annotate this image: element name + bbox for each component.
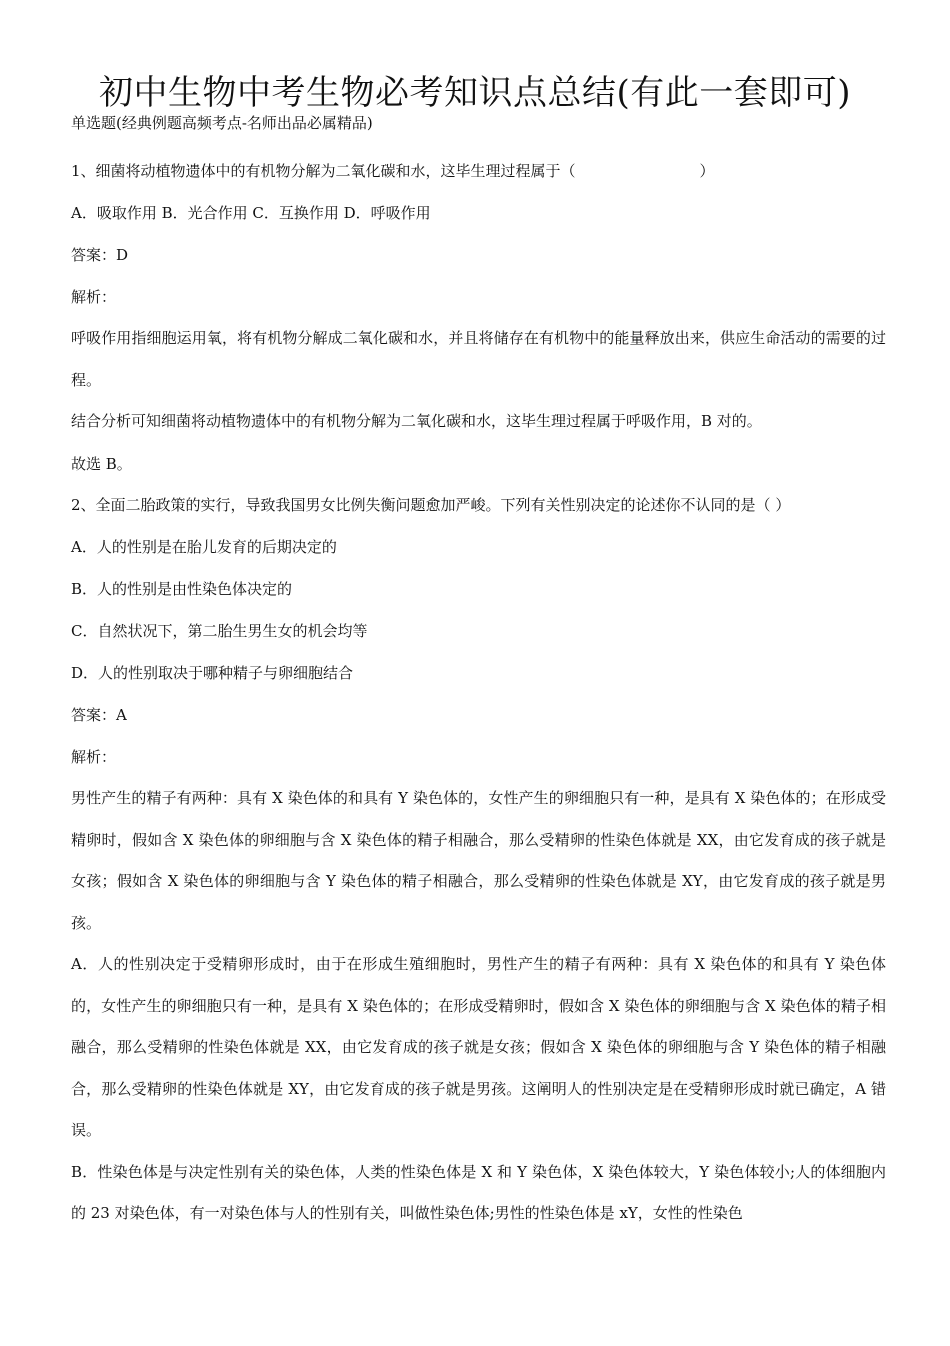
question-2-analysis-paragraph: 男性产生的精子有两种：具有 X 染色体的和具有 Y 染色体的，女性产生的卵细胞只有一种，是具有 X 染色体的；在形成受精卵时，假如含 X 染色体的卵细胞与含 X 染色体的精子相融合，那么受精卵的性染色体就是 XX，由它发育成的孩子就是女孩；假如含 X 染色体的卵细胞与含 Y 染色体的精子相融合，那么受精卵的性染色体就是 XY，由它发育成的孩子就是男孩。 xyxy=(71,789,886,932)
question-2-analysis-paragraph: A．人的性别决定于受精卵形成时，由于在形成生殖细胞时，男性产生的精子有两种：具有 X 染色体的和具有 Y 染色体的，女性产生的卵细胞只有一种，是具有 X 染色体的；在形成受精卵时，假如含 X 染色体的卵细胞与含 X 染色体的精子相融合，那么受精卵的性染色体就是 XX，由它发育成的孩子就是女孩；假如含 X 染色体的卵细胞与含 Y 染色体的精子相融合，那么受精卵的性染色体就是 XY，由它发育成的孩子就是男孩。这阐明人的性别决定是在受精卵形成时就已确定，A 错误。 xyxy=(71,955,886,1139)
document-subtitle: 单选题(经典例题高频考点-名师出品必属精品) xyxy=(71,114,373,132)
question-2-analysis-paragraph: B．性染色体是与决定性别有关的染色体，人类的性染色体是 X 和 Y 染色体，X 染色体较大，Y 染色体较小;人的体细胞内的 23 对染色体，有一对染色体与人的性别有关，叫做性染色体;男性的性染色体是 xY，女性的性染色 xyxy=(71,1162,886,1222)
question-1-analysis-paragraph: 结合分析可知细菌将动植物遗体中的有机物分解为二氧化碳和水，这毕生理过程属于呼吸作用，B 对的。 xyxy=(71,412,762,430)
question-1-analysis-paragraph: 呼吸作用指细胞运用氧，将有机物分解成二氧化碳和水，并且将储存在有机物中的能量释放出来，供应生命活动的需要的过程。 xyxy=(71,329,886,389)
question-2-analysis-label: 解析： xyxy=(71,748,117,766)
question-1-conclusion: 故选 B。 xyxy=(71,454,132,473)
document-body xyxy=(71,150,886,1235)
question-2-answer: 答案：A xyxy=(71,706,127,724)
question-2-option-a: A．人的性别是在胎儿发育的后期决定的 xyxy=(71,538,337,556)
question-1-answer: 答案：D xyxy=(71,246,129,264)
document-title: 初中生物中考生物必考知识点总结(有此一套即可) xyxy=(98,73,852,113)
question-2-option-b: B．人的性别是由性染色体决定的 xyxy=(71,580,293,598)
question-1-analysis-label: 解析： xyxy=(71,288,117,306)
question-2-option-d: D．人的性别取决于哪种精子与卵细胞结合 xyxy=(71,664,354,682)
question-1-options: A．吸取作用 B．光合作用 C．互换作用 D．呼吸作用 xyxy=(71,204,431,222)
question-2-stem: 2、全面二胎政策的实行，导致我国男女比例失衡问题愈加严峻。下列有关性别决定的论述你不认同的是（ ） xyxy=(71,495,791,514)
question-2-option-c: C．自然状况下，第二胎生男生女的机会均等 xyxy=(71,622,368,640)
question-1-stem: 1、细菌将动植物遗体中的有机物分解为二氧化碳和水，这毕生理过程属于（ ） xyxy=(71,162,715,180)
